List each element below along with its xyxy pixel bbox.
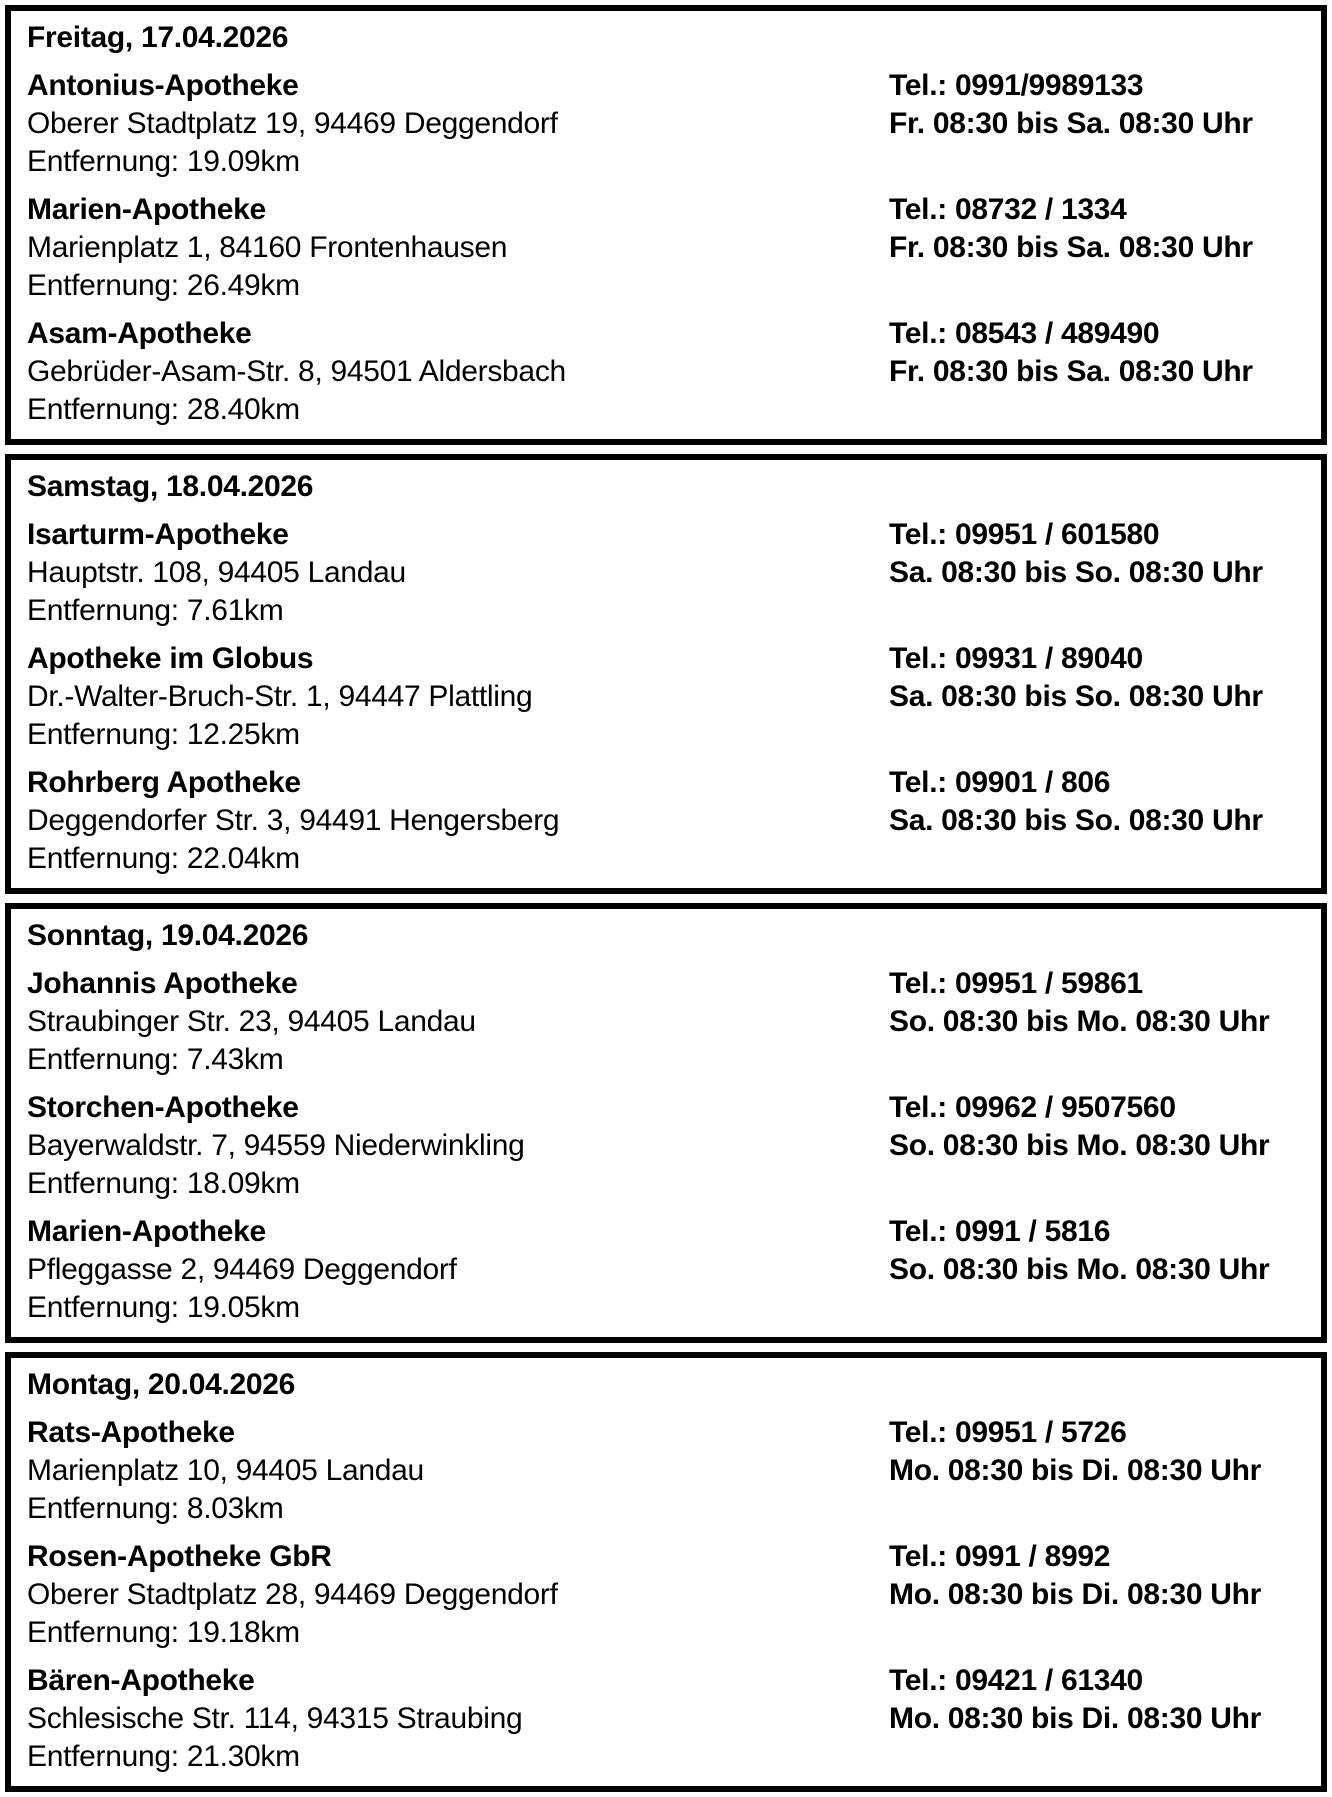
- pharmacy-distance: Entfernung: 7.43km: [27, 1043, 284, 1076]
- entry-row-distance: [27, 391, 1313, 429]
- pharmacy-entry: [27, 1538, 1313, 1652]
- entry-list: [27, 67, 1313, 429]
- pharmacy-address: Oberer Stadtplatz 19, 94469 Deggendorf: [27, 107, 558, 140]
- pharmacy-name: Johannis Apotheke: [27, 967, 298, 1000]
- pharmacy-name: Asam-Apotheke: [27, 317, 252, 350]
- entry-row-distance: [27, 1289, 1313, 1327]
- entry-right-spacer: [889, 1738, 1313, 1776]
- pharmacy-address: Hauptstr. 108, 94405 Landau: [27, 556, 406, 589]
- entry-row-name-tel: [27, 1538, 1313, 1576]
- pharmacy-distance: Entfernung: 26.49km: [27, 269, 300, 302]
- entry-row-address-hours: [27, 1700, 1313, 1738]
- entry-right-spacer: [889, 1490, 1313, 1528]
- entry-list: [27, 1414, 1313, 1776]
- entry-right-spacer: [889, 143, 1313, 181]
- pharmacy-distance: Entfernung: 12.25km: [27, 718, 300, 751]
- entry-right-spacer: [889, 592, 1313, 630]
- entry-list: [27, 965, 1313, 1327]
- entry-row-name-tel: [27, 315, 1313, 353]
- entry-list: [27, 516, 1313, 878]
- pharmacy-duty-hours: Mo. 08:30 bis Di. 08:30 Uhr: [889, 1702, 1262, 1735]
- pharmacy-entry: [27, 640, 1313, 754]
- pharmacy-tel: Tel.: 08732 / 1334: [889, 193, 1127, 226]
- pharmacy-duty-hours: Sa. 08:30 bis So. 08:30 Uhr: [889, 804, 1263, 837]
- pharmacy-distance: Entfernung: 19.05km: [27, 1291, 300, 1324]
- entry-row-address-hours: [27, 353, 1313, 391]
- day-section: [5, 903, 1327, 1343]
- entry-row-address-hours: [27, 1127, 1313, 1165]
- entry-right-spacer: [889, 1041, 1313, 1079]
- day-section: [5, 5, 1327, 445]
- day-section: [5, 454, 1327, 894]
- entry-row-address-hours: [27, 1452, 1313, 1490]
- entry-row-distance: [27, 267, 1313, 305]
- pharmacy-address: Marienplatz 10, 94405 Landau: [27, 1454, 424, 1487]
- pharmacy-address: Oberer Stadtplatz 28, 94469 Deggendorf: [27, 1578, 558, 1611]
- pharmacy-entry: [27, 315, 1313, 429]
- entry-row-name-tel: [27, 640, 1313, 678]
- entry-row-address-hours: [27, 1576, 1313, 1614]
- entry-row-name-tel: [27, 1662, 1313, 1700]
- pharmacy-entry: [27, 1213, 1313, 1327]
- pharmacy-name: Antonius-Apotheke: [27, 69, 299, 102]
- pharmacy-entry: [27, 67, 1313, 181]
- entry-row-distance: [27, 1738, 1313, 1776]
- pharmacy-tel: Tel.: 09901 / 806: [889, 766, 1111, 799]
- pharmacy-tel: Tel.: 09962 / 9507560: [889, 1091, 1176, 1124]
- pharmacy-distance: Entfernung: 19.18km: [27, 1616, 300, 1649]
- pharmacy-name: Rosen-Apotheke GbR: [27, 1540, 332, 1573]
- pharmacy-tel: Tel.: 0991/9989133: [889, 69, 1144, 102]
- entry-row-address-hours: [27, 105, 1313, 143]
- pharmacy-tel: Tel.: 0991 / 8992: [889, 1540, 1111, 1573]
- pharmacy-tel: Tel.: 09421 / 61340: [889, 1664, 1143, 1697]
- pharmacy-distance: Entfernung: 28.40km: [27, 393, 300, 426]
- entry-right-spacer: [889, 1165, 1313, 1203]
- pharmacy-duty-hours: Mo. 08:30 bis Di. 08:30 Uhr: [889, 1454, 1262, 1487]
- pharmacy-entry: [27, 1414, 1313, 1528]
- pharmacy-address: Marienplatz 1, 84160 Frontenhausen: [27, 231, 508, 264]
- day-section: [5, 1352, 1327, 1792]
- pharmacy-duty-hours: Fr. 08:30 bis Sa. 08:30 Uhr: [889, 231, 1253, 264]
- entry-row-distance: [27, 1614, 1313, 1652]
- pharmacy-duty-hours: So. 08:30 bis Mo. 08:30 Uhr: [889, 1253, 1270, 1286]
- pharmacy-name: Rohrberg Apotheke: [27, 766, 301, 799]
- day-header: Samstag, 18.04.2026: [27, 470, 314, 503]
- entry-row-distance: [27, 143, 1313, 181]
- entry-row-address-hours: [27, 1003, 1313, 1041]
- pharmacy-entry: [27, 1662, 1313, 1776]
- pharmacy-tel: Tel.: 09951 / 601580: [889, 518, 1160, 551]
- entry-row-address-hours: [27, 802, 1313, 840]
- day-header: Sonntag, 19.04.2026: [27, 919, 309, 952]
- entry-row-address-hours: [27, 678, 1313, 716]
- pharmacy-name: Apotheke im Globus: [27, 642, 314, 675]
- pharmacy-distance: Entfernung: 21.30km: [27, 1740, 300, 1773]
- pharmacy-duty-hours: Sa. 08:30 bis So. 08:30 Uhr: [889, 680, 1263, 713]
- pharmacy-entry: [27, 764, 1313, 878]
- entry-row-distance: [27, 592, 1313, 630]
- entry-row-address-hours: [27, 229, 1313, 267]
- entry-row-name-tel: [27, 965, 1313, 1003]
- entry-row-name-tel: [27, 1089, 1313, 1127]
- entry-right-spacer: [889, 391, 1313, 429]
- pharmacy-name: Isarturm-Apotheke: [27, 518, 289, 551]
- pharmacy-duty-hours: Mo. 08:30 bis Di. 08:30 Uhr: [889, 1578, 1262, 1611]
- entry-row-name-tel: [27, 67, 1313, 105]
- entry-row-name-tel: [27, 764, 1313, 802]
- pharmacy-name: Rats-Apotheke: [27, 1416, 235, 1449]
- entry-row-distance: [27, 1490, 1313, 1528]
- entry-right-spacer: [889, 716, 1313, 754]
- pharmacy-name: Marien-Apotheke: [27, 1215, 266, 1248]
- pharmacy-address: Pfleggasse 2, 94469 Deggendorf: [27, 1253, 457, 1286]
- pharmacy-distance: Entfernung: 8.03km: [27, 1492, 284, 1525]
- pharmacy-duty-hours: Fr. 08:30 bis Sa. 08:30 Uhr: [889, 107, 1253, 140]
- entry-right-spacer: [889, 1289, 1313, 1327]
- entry-row-name-tel: [27, 191, 1313, 229]
- pharmacy-distance: Entfernung: 18.09km: [27, 1167, 300, 1200]
- pharmacy-tel: Tel.: 09931 / 89040: [889, 642, 1143, 675]
- pharmacy-name: Bären-Apotheke: [27, 1664, 255, 1697]
- pharmacy-entry: [27, 516, 1313, 630]
- day-header: Montag, 20.04.2026: [27, 1368, 296, 1401]
- pharmacy-name: Marien-Apotheke: [27, 193, 266, 226]
- entry-row-name-tel: [27, 1213, 1313, 1251]
- entry-row-distance: [27, 840, 1313, 878]
- pharmacy-entry: [27, 1089, 1313, 1203]
- entry-row-address-hours: [27, 1251, 1313, 1289]
- pharmacy-address: Schlesische Str. 114, 94315 Straubing: [27, 1702, 523, 1735]
- entry-row-name-tel: [27, 1414, 1313, 1452]
- pharmacy-address: Bayerwaldstr. 7, 94559 Niederwinkling: [27, 1129, 525, 1162]
- entry-right-spacer: [889, 267, 1313, 305]
- pharmacy-tel: Tel.: 08543 / 489490: [889, 317, 1160, 350]
- entry-row-address-hours: [27, 554, 1313, 592]
- pharmacy-distance: Entfernung: 7.61km: [27, 594, 284, 627]
- pharmacy-tel: Tel.: 09951 / 59861: [889, 967, 1143, 1000]
- pharmacy-distance: Entfernung: 22.04km: [27, 842, 300, 875]
- pharmacy-entry: [27, 965, 1313, 1079]
- entry-row-distance: [27, 1041, 1313, 1079]
- pharmacy-address: Dr.-Walter-Bruch-Str. 1, 94447 Plattling: [27, 680, 533, 713]
- pharmacy-duty-hours: Sa. 08:30 bis So. 08:30 Uhr: [889, 556, 1263, 589]
- pharmacy-duty-hours: So. 08:30 bis Mo. 08:30 Uhr: [889, 1129, 1270, 1162]
- pharmacy-address: Deggendorfer Str. 3, 94491 Hengersberg: [27, 804, 560, 837]
- pharmacy-tel: Tel.: 0991 / 5816: [889, 1215, 1111, 1248]
- pharmacy-duty-hours: So. 08:30 bis Mo. 08:30 Uhr: [889, 1005, 1270, 1038]
- pharmacy-tel: Tel.: 09951 / 5726: [889, 1416, 1127, 1449]
- entry-row-name-tel: [27, 516, 1313, 554]
- pharmacy-address: Straubinger Str. 23, 94405 Landau: [27, 1005, 476, 1038]
- pharmacy-entry: [27, 191, 1313, 305]
- pharmacy-duty-hours: Fr. 08:30 bis Sa. 08:30 Uhr: [889, 355, 1253, 388]
- entry-row-distance: [27, 716, 1313, 754]
- pharmacy-name: Storchen-Apotheke: [27, 1091, 299, 1124]
- pharmacy-distance: Entfernung: 19.09km: [27, 145, 300, 178]
- entry-right-spacer: [889, 1614, 1313, 1652]
- pharmacy-address: Gebrüder-Asam-Str. 8, 94501 Aldersbach: [27, 355, 566, 388]
- day-header: Freitag, 17.04.2026: [27, 21, 289, 54]
- entry-row-distance: [27, 1165, 1313, 1203]
- entry-right-spacer: [889, 840, 1313, 878]
